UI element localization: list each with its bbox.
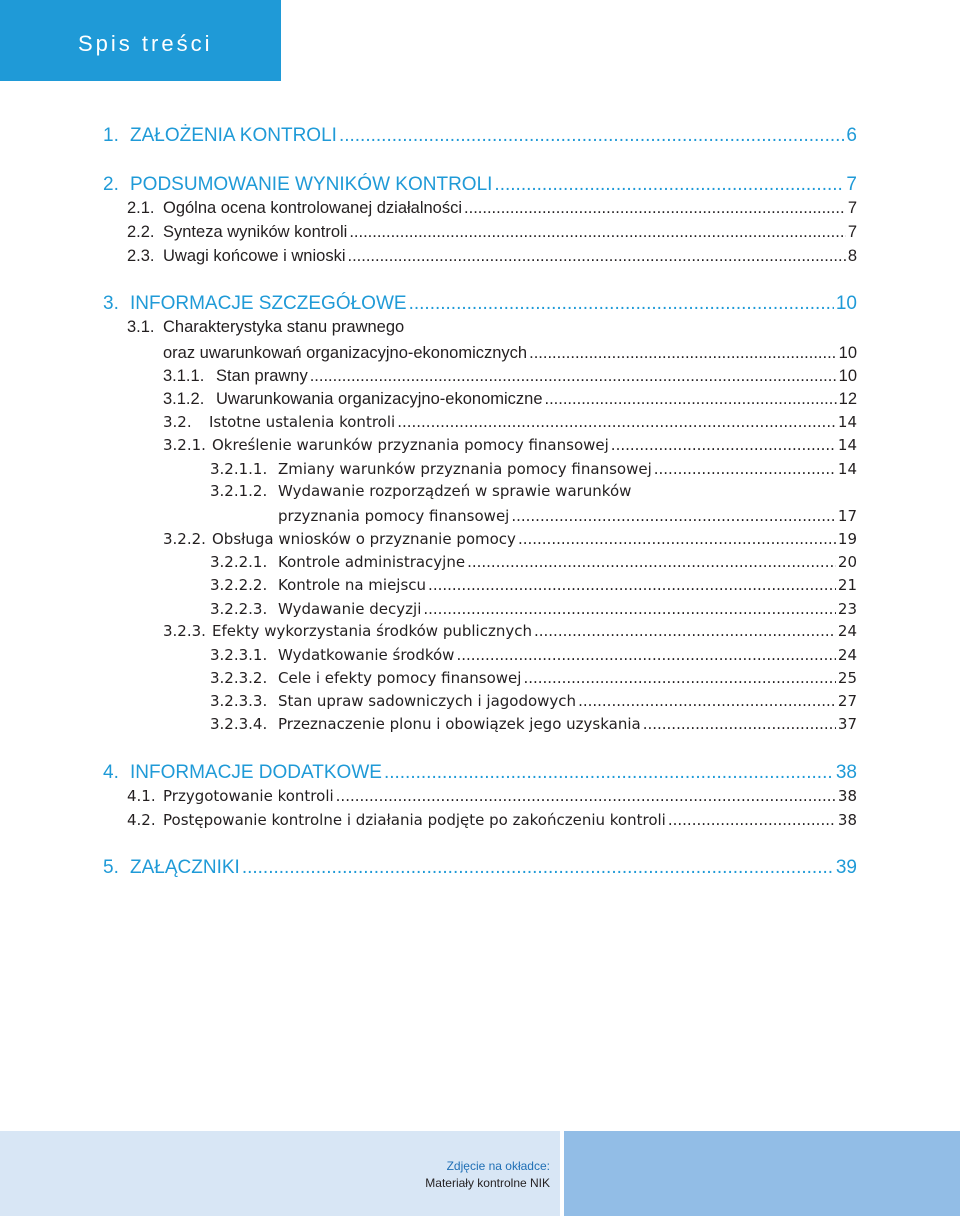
toc-entry-label: INFORMACJE DODATKOWE xyxy=(130,762,382,783)
toc-entry-label: Istotne ustalenia kontroli xyxy=(209,413,396,431)
toc-entry-label: Charakterystyka stanu prawnego xyxy=(163,318,405,336)
toc-entry-number: 1. xyxy=(103,125,119,146)
toc-page-number: 14 xyxy=(837,460,857,478)
toc-entry-label-continuation: oraz uwarunkowań organizacyjno-ekonomicznych xyxy=(163,344,528,362)
toc-entry-number: 3.1.2. xyxy=(163,390,205,408)
toc-entry[interactable] xyxy=(0,715,960,733)
toc-entry-number: 2.3. xyxy=(127,247,155,265)
toc-page-number: 24 xyxy=(837,646,857,664)
toc-entry[interactable] xyxy=(0,247,960,266)
toc-dot-leader xyxy=(611,436,836,454)
toc-entry-label: Określenie warunków przyznania pomocy finansowej xyxy=(212,436,609,454)
toc-dot-leader xyxy=(464,199,846,218)
toc-entry-number: 3.2. xyxy=(163,413,192,431)
toc-entry-label: Ogólna ocena kontrolowanej działalności xyxy=(163,199,463,217)
toc-dot-leader xyxy=(423,600,836,618)
toc-entry[interactable] xyxy=(0,223,960,242)
toc-dot-leader xyxy=(494,174,844,196)
toc-page-number: 14 xyxy=(837,413,857,431)
toc-page-number: 7 xyxy=(847,199,857,217)
toc-entry[interactable] xyxy=(0,436,960,454)
toc-entry-label: ZAŁOŻENIA KONTROLI xyxy=(130,125,337,146)
toc-dot-leader xyxy=(428,576,836,594)
toc-dot-leader xyxy=(643,715,836,733)
toc-dot-leader xyxy=(348,247,846,266)
toc-entry[interactable] xyxy=(0,367,960,386)
toc-entry-number: 3.2.1.2. xyxy=(210,482,268,500)
toc-page-number: 25 xyxy=(837,669,857,687)
toc-entry-label: Synteza wyników kontroli xyxy=(163,223,348,241)
toc-page-number: 7 xyxy=(846,174,857,195)
toc-entry-number: 4.1. xyxy=(127,787,156,805)
toc-dot-leader xyxy=(349,223,845,242)
toc-page-number: 12 xyxy=(838,390,857,408)
toc-entry[interactable] xyxy=(0,787,960,805)
toc-entry-label: Zmiany warunków przyznania pomocy finansowej xyxy=(278,460,652,478)
toc-entry-label: PODSUMOWANIE WYNIKÓW KONTROLI xyxy=(130,174,493,195)
toc-entry[interactable] xyxy=(0,669,960,687)
toc-entry-number: 3.2.2.3. xyxy=(210,600,268,618)
toc-dot-leader xyxy=(518,530,836,548)
page-title: Spis treści xyxy=(78,31,213,56)
toc-entry[interactable] xyxy=(0,622,960,640)
toc-entry-label: Stan upraw sadowniczych i jagodowych xyxy=(278,692,577,710)
toc-entry-number: 3.2.3.2. xyxy=(210,669,268,687)
toc-page-number: 21 xyxy=(837,576,857,594)
toc-dot-leader xyxy=(523,669,835,687)
toc-entry-number: 3.2.2.2. xyxy=(210,576,268,594)
toc-page-number: 6 xyxy=(846,125,857,146)
toc-dot-leader xyxy=(242,857,834,879)
toc-entry-number: 3.1.1. xyxy=(163,367,205,385)
toc-page-number: 10 xyxy=(838,344,857,362)
toc-page-number: 20 xyxy=(837,553,857,571)
toc-dot-leader xyxy=(668,811,836,829)
toc-entry-number: 3.2.3.3. xyxy=(210,692,268,710)
caption-source: Materiały kontrolne NIK xyxy=(425,1176,550,1190)
toc-entry-number: 3.2.2.1. xyxy=(210,553,268,571)
toc-entry[interactable] xyxy=(0,857,960,879)
toc-entry-line xyxy=(0,482,960,500)
toc-entry-number: 3.2.2. xyxy=(163,530,206,548)
toc-entry[interactable] xyxy=(0,293,960,315)
toc-dot-leader xyxy=(339,125,844,147)
caption-heading: Zdjęcie na okładce: xyxy=(446,1159,550,1173)
toc-entry-number: 3.2.1.1. xyxy=(210,460,268,478)
toc-page-number: 8 xyxy=(847,247,857,265)
toc-entry[interactable] xyxy=(0,390,960,409)
toc-entry-label: Uwarunkowania organizacyjno-ekonomiczne xyxy=(216,390,543,408)
toc-entry-label: Wydatkowanie środków xyxy=(278,646,455,664)
toc-entry-number: 2.2. xyxy=(127,223,155,241)
toc-dot-leader xyxy=(467,553,836,571)
footer-band-dark xyxy=(564,1131,960,1216)
toc-dot-leader xyxy=(409,293,834,315)
toc-dot-leader xyxy=(529,344,837,363)
toc-entry-label: Cele i efekty pomocy finansowej xyxy=(278,669,522,687)
toc-entry-number: 3.1. xyxy=(127,318,155,336)
toc-entry-label-continuation: przyznania pomocy finansowej xyxy=(278,507,510,525)
toc-entry[interactable] xyxy=(0,530,960,548)
toc-entry[interactable] xyxy=(0,344,960,363)
toc-entry-number: 3. xyxy=(103,293,119,314)
toc-entry-number: 3.2.3.4. xyxy=(210,715,268,733)
toc-entry-number: 3.2.1. xyxy=(163,436,206,454)
toc-page-number: 17 xyxy=(837,507,857,525)
toc-page-number: 37 xyxy=(837,715,857,733)
toc-page-number: 7 xyxy=(847,223,857,241)
toc-entry[interactable] xyxy=(0,692,960,710)
toc-entry-label: Wydawanie rozporządzeń w sprawie warunków xyxy=(278,482,632,500)
toc-dot-leader xyxy=(384,762,834,784)
toc-page-number: 19 xyxy=(837,530,857,548)
toc-page-number: 10 xyxy=(838,367,857,385)
toc-entry[interactable] xyxy=(0,507,960,525)
toc-page-number: 14 xyxy=(837,436,857,454)
toc-entry-label: Efekty wykorzystania środków publicznych xyxy=(212,622,532,640)
toc-entry-number: 4. xyxy=(103,762,119,783)
toc-entry[interactable] xyxy=(0,125,960,147)
toc-entry-label: Postępowanie kontrolne i działania podjęte po zakończeniu kontroli xyxy=(163,811,666,829)
toc-entry[interactable] xyxy=(0,174,960,196)
toc-entry[interactable] xyxy=(0,646,960,664)
toc-dot-leader xyxy=(578,692,836,710)
toc-dot-leader xyxy=(534,622,836,640)
toc-page-number: 23 xyxy=(837,600,857,618)
toc-entry[interactable] xyxy=(0,811,960,829)
toc-entry-label: Przeznaczenie plonu i obowiązek jego uzyskania xyxy=(278,715,641,733)
toc-page-number: 27 xyxy=(837,692,857,710)
toc-entry-number: 3.2.3. xyxy=(163,622,206,640)
toc-entry[interactable] xyxy=(0,460,960,478)
toc-dot-leader xyxy=(654,460,836,478)
toc-entry[interactable] xyxy=(0,600,960,618)
toc-dot-leader xyxy=(456,646,835,664)
toc-entry-number: 2.1. xyxy=(127,199,155,217)
toc-entry-label: Kontrole na miejscu xyxy=(278,576,427,594)
toc-page-number: 38 xyxy=(837,787,857,805)
toc-page-number: 39 xyxy=(835,857,857,878)
toc-entry-label: Obsługa wniosków o przyznanie pomocy xyxy=(212,530,516,548)
toc-dot-leader xyxy=(397,413,836,431)
toc-entry[interactable] xyxy=(0,576,960,594)
toc-entry[interactable] xyxy=(0,553,960,571)
toc-entry-label: INFORMACJE SZCZEGÓŁOWE xyxy=(130,293,407,314)
toc-entry[interactable] xyxy=(0,199,960,218)
toc-entry-number: 5. xyxy=(103,857,119,878)
cover-photo-caption xyxy=(425,1158,550,1192)
toc-dot-leader xyxy=(545,390,837,409)
toc-page-number: 38 xyxy=(835,762,857,783)
toc-entry-label: ZAŁĄCZNIKI xyxy=(130,857,240,878)
toc-dot-leader xyxy=(336,787,836,805)
toc-dot-leader xyxy=(310,367,837,386)
toc-entry-number: 4.2. xyxy=(127,811,156,829)
toc-entry-number: 3.2.3.1. xyxy=(210,646,268,664)
toc-entry[interactable] xyxy=(0,413,960,431)
toc-entry-label: Przygotowanie kontroli xyxy=(163,787,334,805)
toc-entry-label: Stan prawny xyxy=(216,367,308,385)
toc-page-number: 24 xyxy=(837,622,857,640)
toc-entry-label: Wydawanie decyzji xyxy=(278,600,422,618)
toc-dot-leader xyxy=(511,507,836,525)
toc-entry[interactable] xyxy=(0,762,960,784)
toc-entry-number: 2. xyxy=(103,174,119,195)
toc-entry-label: Kontrole administracyjne xyxy=(278,553,466,571)
toc-page-number: 10 xyxy=(835,293,857,314)
toc-page-number: 38 xyxy=(837,811,857,829)
toc-entry-label: Uwagi końcowe i wnioski xyxy=(163,247,346,265)
toc-entry-line xyxy=(0,318,960,337)
